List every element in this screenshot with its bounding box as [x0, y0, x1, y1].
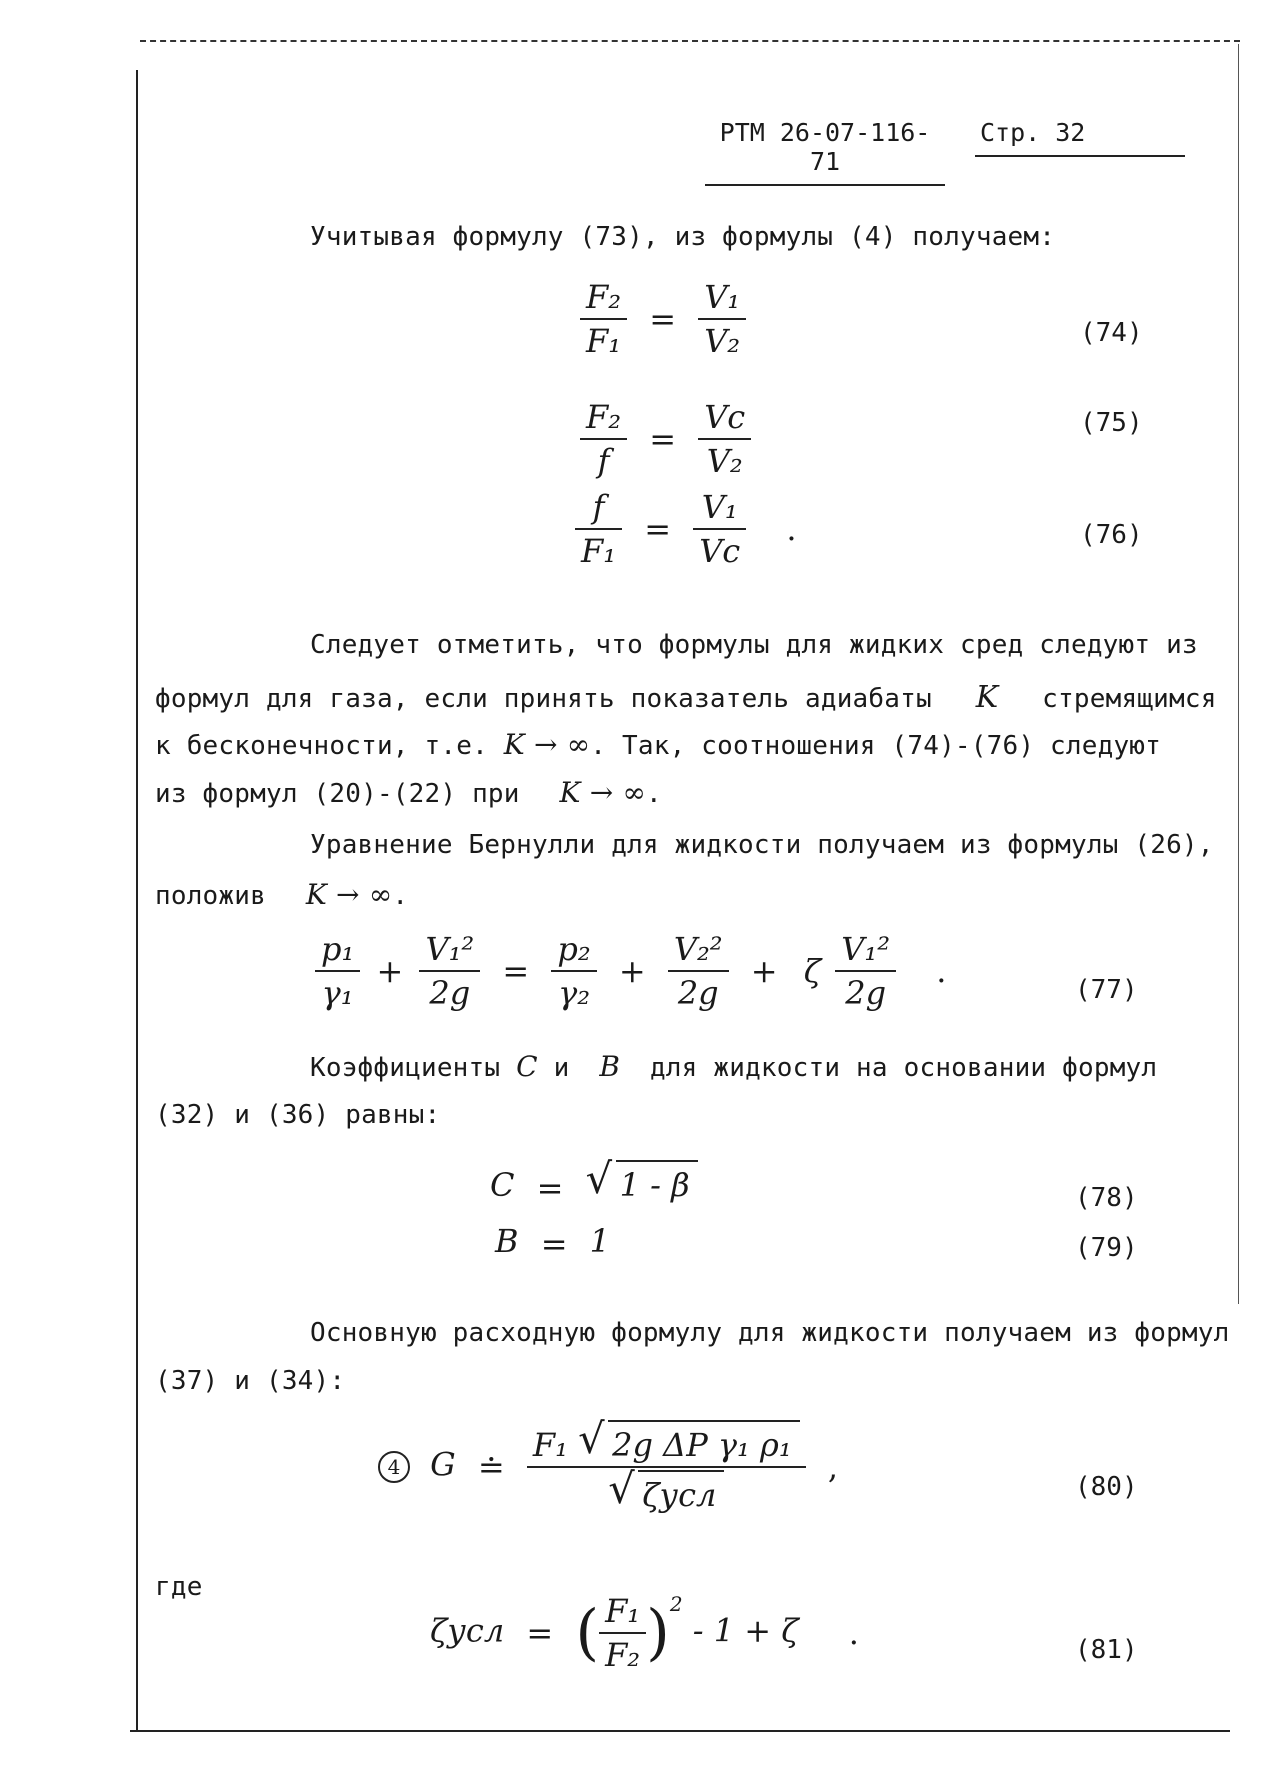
paragraph-intro: Учитывая формулу (73), из формулы (4) получаем: — [310, 222, 1056, 252]
paragraph-bernoulli-line2: положив K → ∞. — [155, 878, 409, 911]
equation-number: (80) — [1075, 1472, 1138, 1502]
equation-80: 4 G ≐ F₁ √ 2g ΔP γ₁ ρ₁ √ ζусл , — [378, 1420, 850, 1514]
equation-76: $\frac{f}{\text{F₁}}$ = $\frac{\text{V₁}}{Vc}$ . — [575, 488, 809, 570]
page-frame-left — [136, 70, 138, 1730]
equation-79: B = 1 — [495, 1222, 611, 1263]
paragraph-liquids-line3: к бесконечности, т.е. K → ∞. Так, соотношения (74)-(76) следуют — [155, 728, 1162, 761]
page-number: Стр. 32 — [975, 118, 1185, 157]
paragraph-flow-formula-line1: Основную расходную формулу для жидкости получаем из формул — [310, 1318, 1230, 1348]
equation-number: (81) — [1075, 1635, 1138, 1665]
paragraph-liquids-line4: из формул (20)-(22) при K → ∞. — [155, 776, 662, 809]
equation-number: (76) — [1080, 520, 1143, 550]
equation-number: (79) — [1075, 1233, 1138, 1263]
equation-81: ζусл = ( $\frac{\text{F₁}}{\text{F₂}}$ )$^2$ - 1 + ζ . — [430, 1592, 859, 1674]
equation-78: C = √ 1 - β — [490, 1160, 698, 1207]
equation-number: (78) — [1075, 1183, 1138, 1213]
paragraph-bernoulli-line1: Уравнение Бернулли для жидкости получаем из формулы (26), — [310, 830, 1214, 860]
paragraph-liquids-line2: формул для газа, если принять показатель адиабаты K стремящимся — [155, 680, 1217, 715]
paragraph-coefficients-line1: Коэффициенты C и B для жидкости на основании формул — [310, 1050, 1158, 1083]
document-number: РТМ 26-07-116-71 — [705, 118, 945, 186]
equation-number: (75) — [1080, 408, 1143, 438]
page-frame-bottom — [130, 1730, 1230, 1732]
page-frame-top — [140, 40, 1240, 42]
paragraph-where: где — [155, 1572, 203, 1602]
equation-74: $\frac{\text{F₂}}{\text{F₁}}$ = $\frac{\text{V₁}}{\text{V₂}}$ — [580, 278, 746, 360]
equation-number: (74) — [1080, 318, 1143, 348]
paragraph-flow-formula-line2: (37) и (34): — [155, 1366, 346, 1396]
page-frame-right — [1238, 44, 1239, 1304]
paragraph-coefficients-line2: (32) и (36) равны: — [155, 1100, 441, 1130]
handwritten-circled-mark: 4 — [378, 1451, 410, 1483]
equation-77: $\frac{\text{p₁}}{\text{γ₁}}$ + $\frac{\text{V₁²}}{2g}$ = $\frac{\text{p₂}}{\text{γ₂}}$ + $\frac{\text{V₂²}}{2g}$ + ζ $\frac{\text{V₁²}}{2g}$ . — [315, 930, 958, 1012]
equation-number: (77) — [1075, 975, 1138, 1005]
paragraph-liquids-line1: Следует отметить, что формулы для жидких сред следуют из — [310, 630, 1198, 660]
equation-75: $\frac{\text{F₂}}{f}$ = $\frac{Vc}{\text{V₂}}$ — [580, 398, 751, 480]
